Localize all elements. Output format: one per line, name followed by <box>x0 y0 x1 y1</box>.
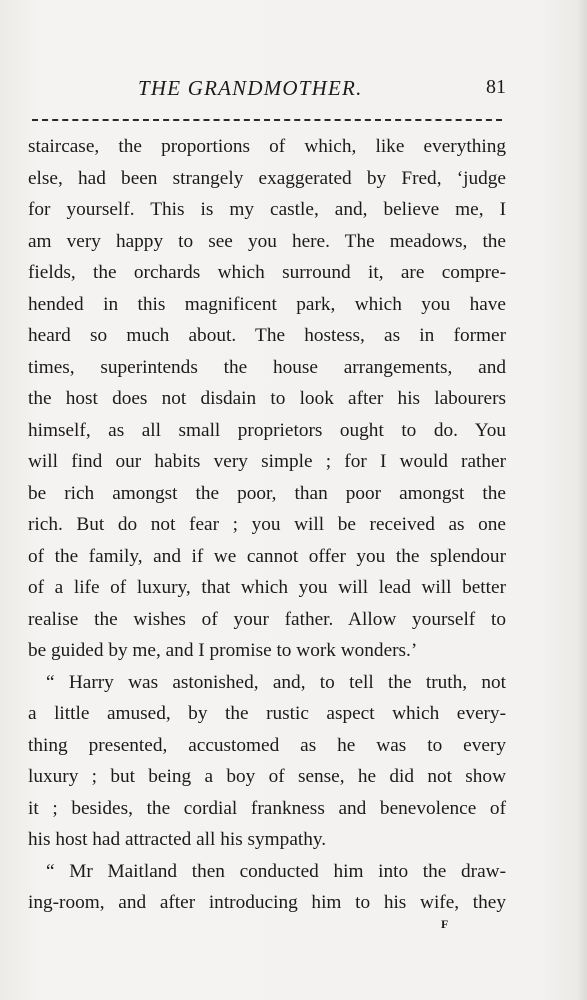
text-line: times, superintends the house arrangements, and <box>28 356 506 378</box>
text-line: else, had been strangely exaggerated by Fred, ‘judge <box>28 167 506 189</box>
text-line: himself, as all small proprietors ought to do. You <box>28 419 506 441</box>
text-line: will find our habits very simple ; for I would rather <box>28 451 506 472</box>
signature-mark: F <box>441 917 449 931</box>
text-line: of a life of luxury, that which you will lead will better <box>28 577 506 598</box>
header-rule <box>32 119 502 121</box>
page-number: 81 <box>486 76 506 98</box>
text-line: fields, the orchards which surround it, are compre- <box>28 262 506 283</box>
text-line: luxury ; but being a boy of sense, he did not show <box>28 766 506 787</box>
text-line: am very happy to see you here. The meadows, the <box>28 230 506 252</box>
running-title: THE GRANDMOTHER. <box>138 76 363 100</box>
text-line: a little amused, by the rustic aspect which every- <box>28 703 506 724</box>
text-line: the host does not disdain to look after his labourers <box>28 388 506 409</box>
text-line: his host had attracted all his sympathy. <box>28 829 327 850</box>
text-line: of the family, and if we cannot offer you the splendour <box>28 545 506 567</box>
text-line: staircase, the proportions of which, like everything <box>28 136 506 157</box>
text-line: heard so much about. The hostess, as in former <box>28 325 506 346</box>
text-line: be guided by me, and I promise to work wonders.’ <box>28 640 418 661</box>
text-line: “ Mr Maitland then conducted him into the draw- <box>46 860 506 882</box>
running-head <box>28 76 506 106</box>
text-line: ing-room, and after introducing him to his wife, they <box>28 892 506 913</box>
text-line: it ; besides, the cordial frankness and benevolence of <box>28 797 506 819</box>
page-edge-shadow <box>577 0 587 1000</box>
text-line: realise the wishes of your father. Allow yourself to <box>28 608 506 630</box>
text-line: rich. But do not fear ; you will be received as one <box>28 514 506 535</box>
text-line: be rich amongst the poor, than poor amongst the <box>28 482 506 504</box>
text-line: “ Harry was astonished, and, to tell the truth, not <box>46 671 506 693</box>
text-line: hended in this magnificent park, which you have <box>28 293 506 315</box>
body-text <box>28 131 506 919</box>
text-line: thing presented, accustomed as he was to every <box>28 734 506 756</box>
text-line: for yourself. This is my castle, and, believe me, I <box>28 199 506 220</box>
